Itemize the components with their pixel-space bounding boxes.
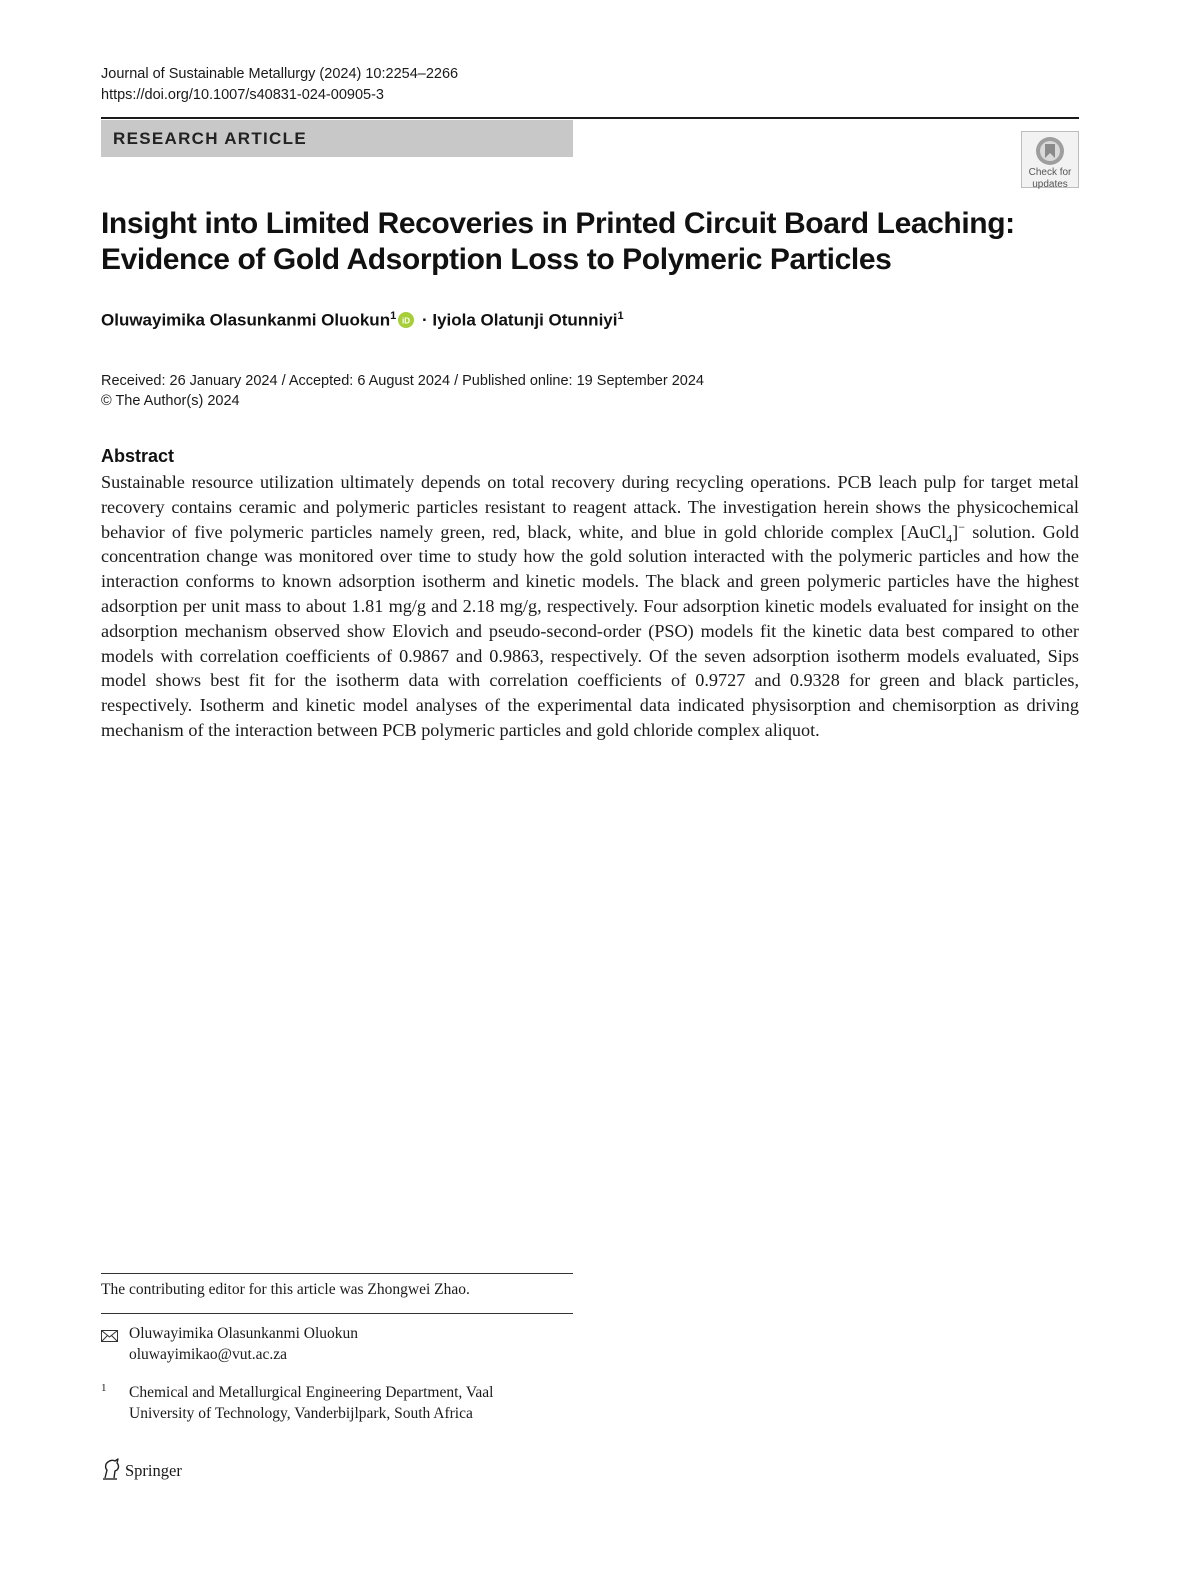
doi-link[interactable]: https://doi.org/10.1007/s40831-024-00905-3 <box>101 87 384 103</box>
affiliation-number: 1 <box>101 1382 107 1394</box>
editor-note: The contributing editor for this article was Zhongwei Zhao. <box>101 1281 470 1298</box>
svg-text:iD: iD <box>402 316 411 326</box>
copyright-notice: © The Author(s) 2024 <box>101 393 240 409</box>
orcid-icon[interactable] <box>398 312 414 333</box>
title-line-1: Insight into Limited Recoveries in Printed Circuit Board Leaching: <box>101 207 1015 240</box>
publisher-logo <box>101 1458 182 1481</box>
abstract-heading: Abstract <box>101 446 175 466</box>
check-updates-line2: updates <box>1032 179 1068 190</box>
formula-base: [AuCl <box>900 521 947 542</box>
title-line-2: Evidence of Gold Adsorption Loss to Polymeric Particles <box>101 243 892 276</box>
abstract-text-part-2: solution. Gold concentration change was monitored over time to study how the gold solution interacted with the polymeric particles and how the interaction conforms to known adsorption isotherm and kinetic models. The black and green polymeric particles have the highest adsorption per unit mass to about 1.81 mg/g and 2.18 mg/g, respectively. Four adsorption kinetic models evaluated for insight on the adsorption mechanism observed show Elovich and pseudo-second-order (PSO) models fit the kinetic data best compared to other models with correlation coefficients of 0.9867 and 0.9863, respectively. Of the seven adsorption isotherm models evaluated, Sips model shows best fit for the isotherm data with correlation coefficients of 0.9727 and 0.9328 for green and black particles, respectively. Isotherm and kinetic model analyses of the experimental data indicated physisorption and chemisorption as driving mechanism of the interaction between PCB polymeric particles and gold chloride complex aliquot. <box>101 521 1079 740</box>
journal-header <box>101 64 458 106</box>
journal-citation: Journal of Sustainable Metallurgy (2024) 10:2254–2266 <box>101 66 459 82</box>
affiliation <box>101 1382 493 1424</box>
date-history: Received: 26 January 2024 / Accepted: 6 August 2024 / Published online: 19 September 2024 <box>101 373 704 389</box>
check-for-updates-icon <box>1035 136 1065 166</box>
author-name[interactable]: Oluwayimika Olasunkanmi Oluokun <box>101 310 391 330</box>
affiliation-line-1: Chemical and Metallurgical Engineering Department, Vaal <box>129 1384 494 1401</box>
formula-close: ] <box>952 521 959 542</box>
publication-dates <box>101 371 704 411</box>
check-updates-line1: Check for <box>1028 167 1072 178</box>
article-type-badge: RESEARCH ARTICLE <box>101 120 573 157</box>
affiliation-marker: 1 <box>617 310 624 322</box>
footnote-rule-bottom <box>101 1313 573 1314</box>
publisher-name: Springer <box>125 1461 182 1480</box>
check-for-updates-button[interactable] <box>1021 131 1079 188</box>
affiliation-line-2: University of Technology, Vanderbijlpark, South Africa <box>129 1405 473 1422</box>
springer-horse-icon <box>101 1458 121 1480</box>
contact-email[interactable]: oluwayimikao@vut.ac.za <box>129 1346 288 1363</box>
corresponding-author <box>101 1323 358 1365</box>
formula-subscript: 4 <box>946 531 953 546</box>
formula-superscript: − <box>958 519 965 534</box>
abstract-body <box>101 470 1079 743</box>
author-name[interactable]: Iyiola Olatunji Otunniyi <box>432 310 618 330</box>
header-rule <box>101 117 1079 119</box>
author-list <box>101 310 624 333</box>
envelope-icon <box>101 1327 118 1348</box>
contact-name: Oluwayimika Olasunkanmi Oluokun <box>129 1325 359 1342</box>
footnote-rule-top <box>101 1273 573 1274</box>
author-separator: · <box>421 310 428 330</box>
article-title <box>101 206 1091 278</box>
abstract-text-part-1: Sustainable resource utilization ultimately depends on total recovery during recycling operations. PCB leach pulp for target metal recovery contains ceramic and polymeric particles resistant to reagent attack. The investigation herein shows the physicochemical behavior of five polymeric particles namely green, red, black, white, and blue in gold chloride complex <box>101 472 1079 542</box>
affiliation-marker: 1 <box>390 310 397 322</box>
